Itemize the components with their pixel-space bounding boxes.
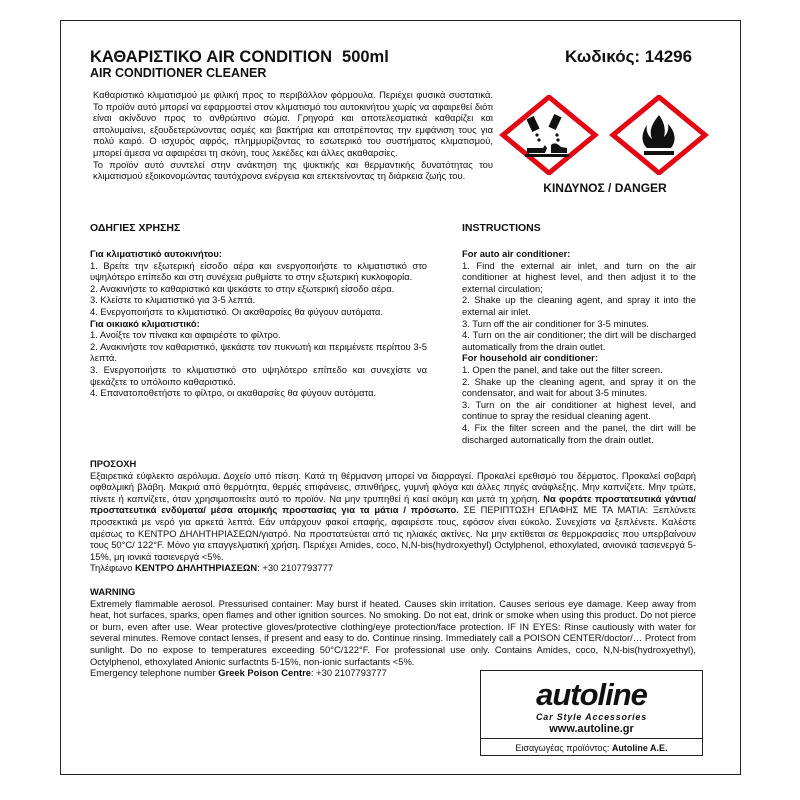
car-heading-en: For auto air conditioner: bbox=[462, 248, 571, 259]
caution-greek bbox=[90, 458, 696, 574]
step-gr: 4. Επανατοποθετήστε το φίλτρο, οι ακαθαρσίες θα φύγουν αυτόματα. bbox=[90, 387, 377, 399]
step-en: 1. Open the panel, and take out the filter screen. bbox=[462, 363, 663, 375]
description-text: Καθαριστικό κλιματισμού με φιλική προς το περιβάλλον φόρμουλα. Περιέχει φυσικά συστατικά. Το προϊόν αυτό μπορεί να εφαρμοστεί στον κλιματισμό του αυτοκινήτου χωρίς να αφαιρεθεί διότι είναι ακίνδυνο προς το ανθρώπινο σώμα. Γρηγορά και αποτελεσματικά καθαρίζει και απολυμαίνει, εξουδετερώνοντας οσμές και βακτήρια και αποτρέποντας την εμφάνιση τους για πολύ καιρό. Ο ισχυρός αφρός, πλημμυρίζοντας το εσωτερικό του συστήματος κλιματισμού, μπορεί άμεσα να αφαιρέσει τη σκόνη, τους λεκέδες και άλλες ακαθαρσίες. bbox=[93, 89, 493, 158]
importer-label: Εισαγωγέας προϊόντος: bbox=[515, 743, 610, 753]
caution-phone bbox=[90, 562, 696, 574]
phone-label: Emergency telephone number bbox=[90, 667, 216, 679]
title-greek: ΚΑΘΑΡΙΣΤΙΚΟ AIR CONDITION bbox=[90, 48, 333, 66]
step-en: 2. Shake up the cleaning agent, and spray it on the condensator, and wait for about 3-5 minutes. bbox=[462, 375, 696, 399]
phone-number: : +30 2107793777 bbox=[310, 667, 387, 679]
step-en: 4. Turn on the air conditioner; the dirt will be discharged automatically from the drain outlet. bbox=[462, 329, 696, 352]
brand-website: www.autoline.gr bbox=[549, 723, 634, 735]
product-subtitle: AIR CONDITIONER CLEANER bbox=[90, 66, 267, 80]
importer bbox=[481, 738, 702, 757]
step-en: 1. Find the external air inlet, and turn on the air conditioner at highest level, and then adjust it to the external circulation; bbox=[462, 259, 696, 294]
home-heading-en: For household air conditioner: bbox=[462, 352, 598, 364]
warning-text: Extremely flammable aerosol. Pressurised container: May burst if heated. Causes skin irritation. Causes serious eye damage. Keep away from heat, hot surfaces, sparks, open flames and other ignition sources. No smoking. Do not eat, drink or smoke when using this product. Do not pierce or burn, even after use. Wear protective gloves/protective clothing/eye protection/face protection. IF IN EYES: Rinse cautiously with water for several minutes. Remove contact lenses, if present and easy to do. Continue rinsing. Immediately call a POISON CENTER/doctor/… Protect from sunlight. Do no expose to temperatures exceeding 50°C/122°F. For professional use only. Contains Amides, coco, N,N-bis(hydroxyethyl), Octylphenol, ethoxylated Anionic surfactnts 5-15%, non-ionic surfactants <5%. bbox=[90, 597, 696, 667]
hazard-pictograms bbox=[499, 95, 709, 175]
caution-text-1: Εξαιρετικά εύφλεκτο αερόλυμα. Δοχείο υπό πίεση. Κατά τη θέρμανση μπορεί να διαρραγεί. Προκαλεί ερεθισμό του δέρματος. Προκαλεί σοβαρή οφθαλμική βλάβη. Μακριά από θερμότητα, θερμές επιφάνειες, σπινθήρες, γυμνή φλόγα και άλλες πηγές ανάφλεξης. Μην καπνίζετε. Μην τρώτε, πίνετε ή καπνίζετε, όταν χρησιμοποιείτε αυτό το προϊόν. Να μην τρυπηθεί ή καεί ακόμη και μετά τη χρήση. bbox=[90, 469, 696, 504]
step-gr: 3. Κλείστε το κλιματιστικό για 3-5 λεπτά. bbox=[90, 294, 256, 306]
step-gr: 1. Βρείτε την εξωτερική είσοδο αέρα και ενεργοποιήστε το κλιματιστικό στο υψηλότερο επίπεδο και στη συνέχεια ρυθμίστε το στην εξωτερική κυκλοφορία. bbox=[90, 259, 427, 283]
step-gr: 2. Ανακινήστε το καθαριστικό και ψεκάστε το στην εξωτερική είσοδο αέρα. bbox=[90, 282, 395, 294]
warning-english bbox=[90, 586, 696, 679]
step-en: 3. Turn off the air conditioner for 3-5 minutes. bbox=[462, 317, 649, 329]
phone-center: ΚΕΝΤΡΟ ΔΗΛΗΤΗΡΙΑΣΕΩΝ bbox=[135, 562, 258, 574]
step-en: 3. Turn on the air conditioner at highest level, and continue to spray the residual cleaning agent. bbox=[462, 398, 696, 422]
caution-text bbox=[90, 470, 696, 563]
caution-text-2: ΣΕ ΠΕΡΙΠΤΩΣΗ ΕΠΑΦΗΣ ΜΕ ΤΑ ΜΑΤΙΑ: Ξεπλύνετε προσεκτικά με νερό για αρκετά λεπτά. Εάν υπάρχουν φακοί επαφής, αφαιρέστε τους, εφόσον είναι εύκολο. Συνεχίστε να ξεπλένετε. Καλέστε αμέσως το ΚΕΝΤΡΟ ΔΗΛΗΤΗΡΙΑΣΕΩΝ/γιατρό. Να προστατεύεται από τις ηλιακές ακτίνες. Να μην εκτίθεται σε θερμοκρασίες που υπερβαίνουν τους 50°C/ 122°F. Μόνο για επαγγελματική χρήση. Περιέχει Amides, coco, N,N-bis(hydroxyethyl) Octylphenol, ethoxylated, ανιονικά τασιενεργά 5-15%, μη ιονικά τασιενεργά <5%. bbox=[90, 504, 696, 562]
product-description bbox=[93, 89, 493, 182]
step-gr: 2. Ανακινήστε τον καθαριστικό, ψεκάστε τον πυκνωτή και περιμένετε περίπου 3-5 λεπτά. bbox=[90, 340, 427, 364]
brand-logo: autoline bbox=[536, 677, 647, 712]
warning-heading: WARNING bbox=[90, 586, 136, 597]
step-en: 2. Shake up the cleaning agent, and spray it into the external air inlet. bbox=[462, 294, 696, 317]
step-gr: 1. Ανοίξτε τον πίνακα και αφαιρέστε το φίλτρο. bbox=[90, 329, 281, 341]
brand-box bbox=[480, 670, 703, 756]
home-heading-gr: Για οικιακό κλιματιστικό: bbox=[90, 317, 200, 329]
caution-heading: ΠΡΟΣΟΧΗ bbox=[90, 458, 137, 469]
description-text-2: Το προϊόν αυτό συντελεί στην ανάκτηση της ψυκτικής και θερμαντικής δυνατότητας του κλιματισμού εξοικονομώντας ταυτόχρονα ενέργεια και επεκτείνοντας τη διάρκεια ζωής του. bbox=[93, 158, 493, 182]
phone-label: Τηλέφωνο bbox=[90, 562, 133, 574]
hazard-label: ΚΙΝΔΥΝΟΣ / DANGER bbox=[543, 181, 667, 195]
volume: 500ml bbox=[342, 48, 389, 66]
brand-tagline: Car Style Accessories bbox=[535, 712, 648, 722]
step-gr: 4. Ενεργοποιήστε το κλιματιστικό. Οι ακαθαρσίες θα φύγουν αυτόματα. bbox=[90, 305, 383, 317]
step-en: 4. Fix the filter screen and the panel, the dirt will be discharged automatically from the drain outlet. bbox=[462, 421, 696, 445]
step-gr: 3. Ενεργοποιήστε το κλιματιστικό στο υψηλότερο επίπεδο και συνεχίστε να ψεκάζετε το υπόλοιπο καθαριστικό. bbox=[90, 363, 427, 387]
importer-name: Autoline A.E. bbox=[611, 743, 668, 753]
instructions-gr-heading: ΟΔΗΓΙΕΣ ΧΡΗΣΗΣ bbox=[90, 222, 181, 234]
instructions-gr bbox=[90, 248, 427, 399]
product-title bbox=[90, 48, 389, 67]
phone-center: Greek Poison Centre bbox=[218, 667, 311, 679]
car-heading-gr: Για κλιματιστικό αυτοκινήτου: bbox=[90, 248, 222, 259]
corrosion-icon bbox=[503, 97, 595, 173]
phone-number: : +30 2107793777 bbox=[257, 562, 334, 574]
product-code: Κωδικός: 14296 bbox=[565, 47, 693, 66]
instructions-en-heading: INSTRUCTIONS bbox=[462, 222, 541, 234]
caution-bold: Να φοράτε προστατευτικά γάντια/ προστατευτικά ενδύματα/ μέσα ατομικής προστασίας για τα μάτια / πρόσωπο. bbox=[90, 492, 697, 516]
instructions-en bbox=[462, 248, 696, 445]
flame-icon bbox=[613, 97, 705, 173]
